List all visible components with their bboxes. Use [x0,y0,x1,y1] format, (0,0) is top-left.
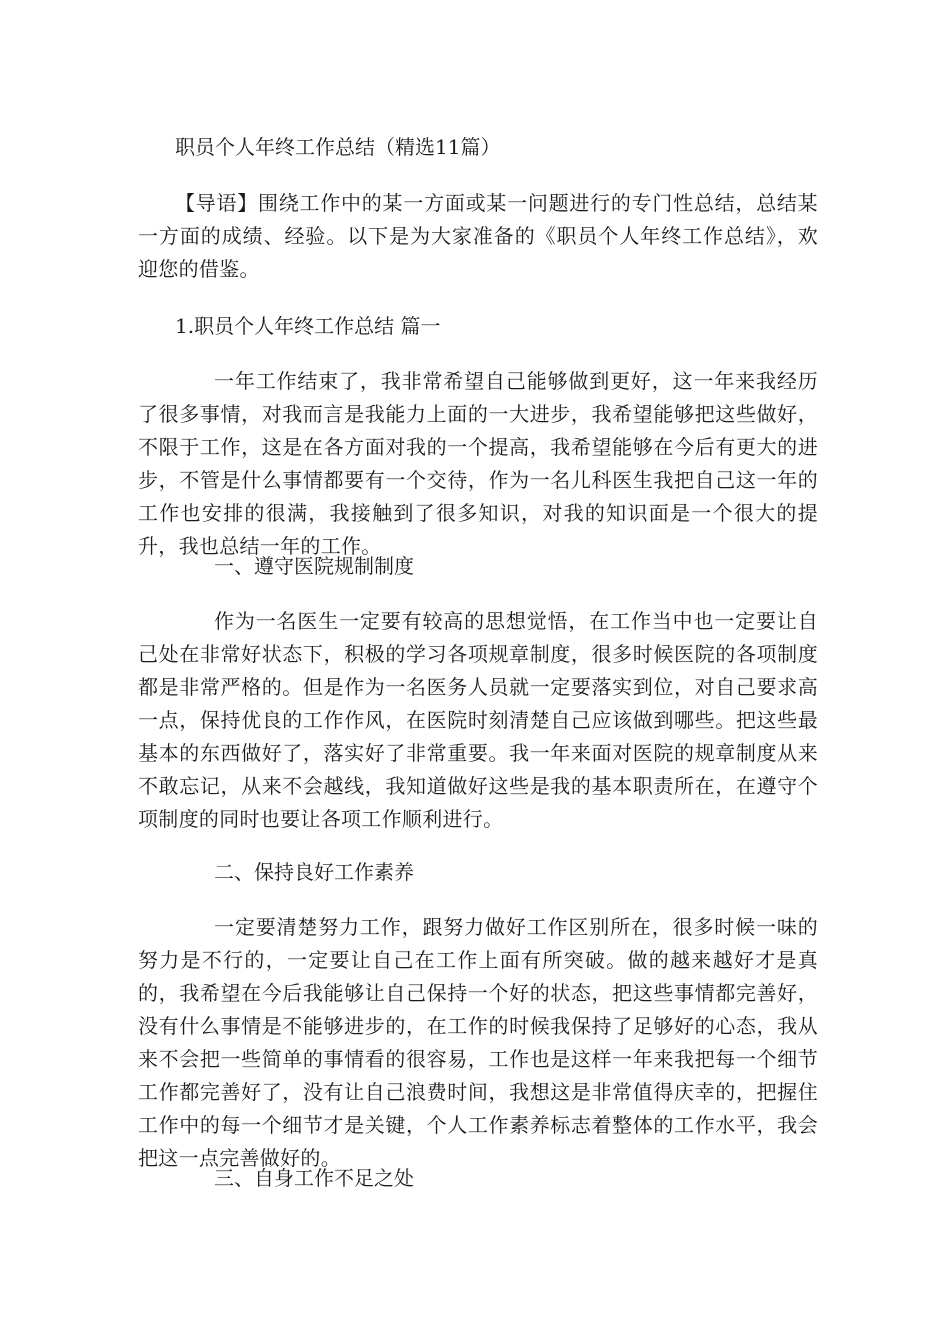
part-2-paragraph: 一定要清楚努力工作，跟努力做好工作区别所在，很多时候一味的努力是不行的，一定要让自己在工作上面有所突破。做的越来越好才是真的，我希望在今后我能够让自己保持一个好的状态，把这些事情都完善好，没有什么事情是不能够进步的，在工作的时候我保持了足够好的心态，我从来不会把一些简单的事情看的很容易，工作也是这样一年来我把每一个细节工作都完善好了，没有让自己浪费时间，我想这是非常值得庆幸的，把握住工作中的每一个细节才是关键，个人工作素养标志着整体的工作水平，我会把这一点完善做好的。 [138,915,818,1170]
part-1-paragraph: 作为一名医生一定要有较高的思想觉悟，在工作当中也一定要让自己处在非常好状态下，积极的学习各项规章制度，很多时候医院的各项制度都是非常严格的。但是作为一名医务人员就一定要落实到位，对自己要求高一点，保持优良的工作作风，在医院时刻清楚自己应该做到哪些。把这些最基本的东西做好了，落实好了非常重要。我一年来面对医院的规章制度从来不敢忘记，从来不会越线，我知道做好这些是我的基本职责所在，在遵守个项制度的同时也要让各项工作顺利进行。 [138,609,818,831]
part-3-heading: 三、自身工作不足之处 [214,1166,414,1190]
part-1-heading: 一、遵守医院规制制度 [214,554,414,578]
part-2-heading: 二、保持良好工作素养 [214,860,414,884]
intro-paragraph: 【导语】围绕工作中的某一方面或某一问题进行的专门性总结，总结某一方面的成绩、经验。以下是为大家准备的《职员个人年终工作总结》，欢迎您的借鉴。 [138,191,818,281]
section-heading-1: 1.职员个人年终工作总结 篇一 [175,314,441,338]
section-1-paragraph: 一年工作结束了，我非常希望自己能够做到更好，这一年来我经历了很多事情，对我而言是我能力上面的一大进步，我希望能够把这些做好，不限于工作，这是在各方面对我的一个提高，我希望能够在今后有更大的进步，不管是什么事情都要有一个交待，作为一名儿科医生我把自己这一年的工作也安排的很满，我接触到了很多知识，对我的知识面是一个很大的提升，我也总结一年的工作。 [138,369,818,558]
document-title: 职员个人年终工作总结（精选11篇） [175,135,501,159]
